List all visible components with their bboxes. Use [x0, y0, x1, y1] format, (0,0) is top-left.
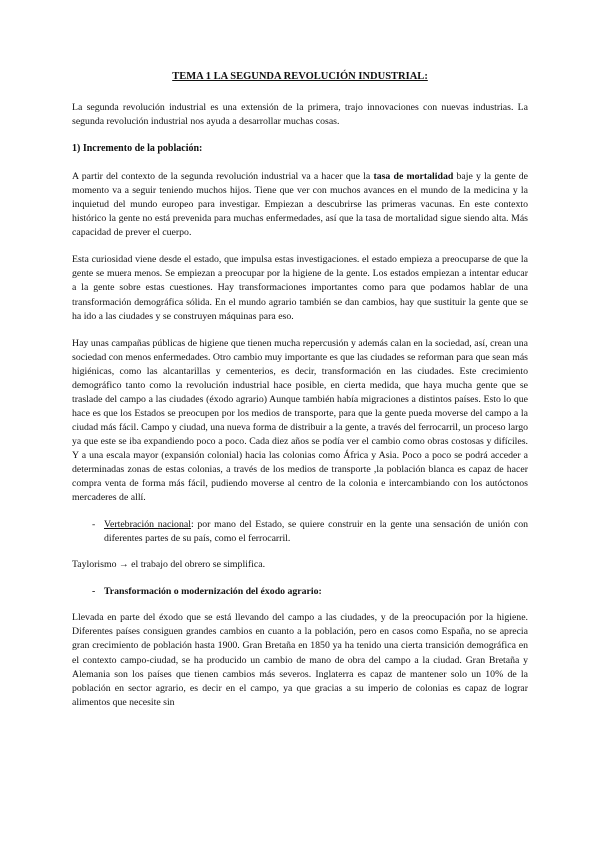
paragraph-mortality	[72, 170, 528, 240]
document-body	[72, 70, 528, 710]
bullet-dash: -	[92, 519, 96, 531]
paragraph-hygiene-campaigns: Hay unas campañas públicas de higiene que tienen mucha repercusión y además calan en la sociedad, así, crean una sociedad con menos enfermedades. Otro cambio muy importante es que las ciudades se reforman para que sean más higiénicas, como las alcantarillas y cementerios, es decir, transformación en las ciudades. Este crecimiento demográfico tanto como la revolución industrial hace posible, en cierta medida, que haya mucha gente que se traslade del campo a las ciudades (éxodo agrario) Aunque también había migraciones a distintos países. Esto lo que hace es que los Estados se preocupen por los medios de transporte, para que la gente pueda moverse del campo a la ciudad más fácil. Campo y ciudad, una nueva forma de distribuir a la gente, a través del ferrocarril, un proceso largo ya que este se iba expandiendo poco a poco. Cada diez años se podía ver el cambio como obras costosas y difíciles. Y a una escala mayor (expansión colonial) hacia las colonias como África y Asia. Poco a poco se podrá acceder a determinadas zonas de estas colonias, a través de los medios de transporte ,la población blanca es capaz de hacer compra venta de forma más fácil, pudiendo moverse al centro de la colonia e intercambiando con los autóctonos mercaderes de allí.	[72, 337, 528, 504]
bullet-exodo-agrario	[72, 585, 528, 599]
mortality-rate-term: tasa de mortalidad	[373, 171, 454, 183]
bullet-dash: -	[92, 586, 96, 598]
bullet-term-vertebracion: Vertebración nacional	[104, 519, 191, 531]
paragraph-exodo: Llevada en parte del éxodo que se está llevando del campo a las ciudades, y de la preocupación por la higiene. Diferentes países consiguen grandes cambios en cuanto a la población, pero en casos como España, no se aprecia gran crecimiento de población hasta 1900. Gran Bretaña en 1850 ya ha tenido una cierta transición demográfica en el contexto campo-ciudad, se ha producido un cambio de mano de obra del campo a la ciudad. Gran Bretaña y Alemania son los países que tienen cambios más severos. Inglaterra es capaz de mantener solo un 10% de la población en sector agrario, es decir en el campo, ya que gracias a su imperio de colonias es capaz de lograr alimentos que necesite sin	[72, 612, 528, 708]
bullet-text-vertebracion: : por mano del Estado, se quiere construir en la gente una sensación de unión con diferentes partes de su país, como el ferrocarril.	[104, 519, 528, 545]
paragraph-mortality-text-end: baje y la gente de momento va a seguir teniendo muchos hijos. Tiene que ver con muchos avances en el mundo de la medicina y la inquietud del mundo europeo para investigar. Empiezan a descubrirse las primeras vacunas. En este contexto histórico la gente no está prevenida para muchas enfermedades, así que la tasa de mortalidad sigue siendo alta. Más capacidad de prever el cuerpo.	[72, 171, 528, 239]
bullet-heading-exodo: Transformación o modernización del éxodo agrario:	[104, 586, 322, 598]
paragraph-mortality-text-start: A partir del contexto de la segunda revolución industrial va a hacer que la	[72, 171, 374, 183]
section-heading-population: 1) Incremento de la población:	[72, 143, 203, 155]
taylorismo-line: Taylorismo → el trabajo del obrero se simplifica.	[72, 559, 266, 571]
page-title: TEMA 1 LA SEGUNDA REVOLUCIÓN INDUSTRIAL:	[172, 71, 428, 82]
bullet-vertebracion	[72, 518, 528, 546]
paragraph-state-curiosity: Esta curiosidad viene desde el estado, que impulsa estas investigaciones. el estado empieza a preocuparse de que la gente se muera menos. Se empiezan a preocupar por la higiene de la gente. Los estados empiezan a intentar educar a la gente sobre estas cuestiones. Hay transformaciones importantes como para que podamos hablar de una transformación demográfica sólida. En el mundo agrario también se dan cambios, hay que sustituir la gente que se ha ido a las ciudades y se construyen máquinas para eso.	[72, 254, 528, 322]
intro-paragraph: La segunda revolución industrial es una extensión de la primera, trajo innovaciones con nuevas industrias. La segunda revolución industrial nos ayuda a desarrollar muchas cosas.	[72, 102, 528, 128]
